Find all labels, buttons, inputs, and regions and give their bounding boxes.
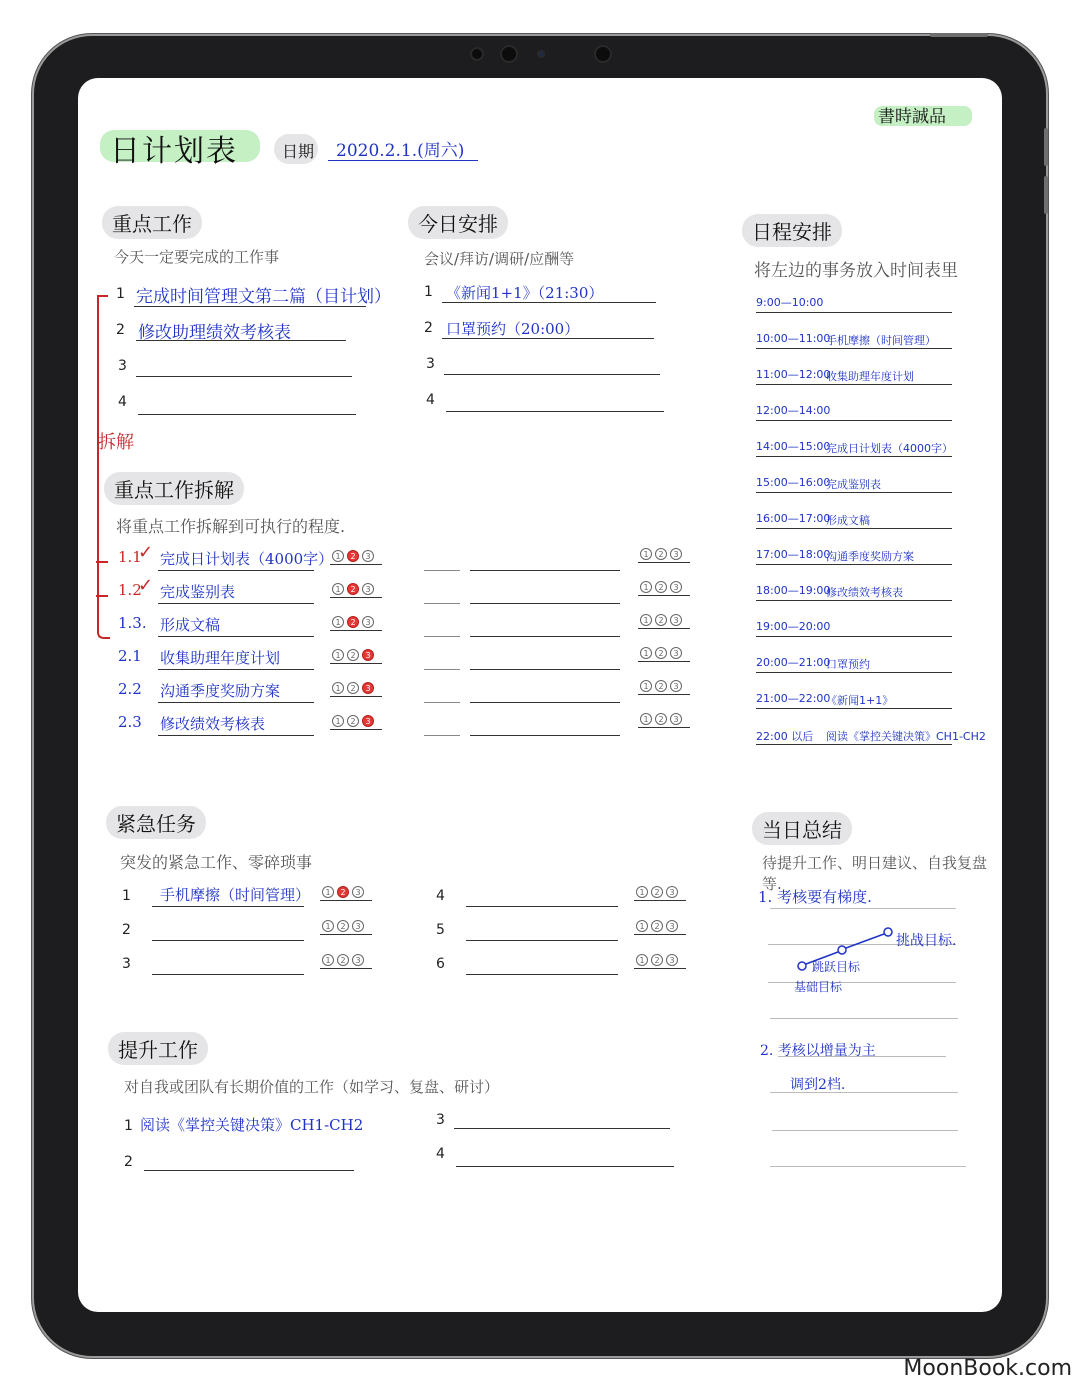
schedule-task[interactable]: 完成日计划表（4000字） xyxy=(826,442,953,455)
priority-2-icon[interactable]: 2 xyxy=(651,920,663,932)
breakdown-number: 2.3 xyxy=(118,713,142,731)
breakdown-line[interactable] xyxy=(424,669,460,670)
list-line[interactable] xyxy=(144,1170,354,1171)
list-number: 2 xyxy=(124,1154,133,1170)
list-item-text[interactable]: 完成时间管理文第二篇（目计划） xyxy=(136,287,391,307)
breakdown-text[interactable]: 沟通季度奖励方案 xyxy=(160,682,281,700)
priority-1-icon[interactable]: 1 xyxy=(636,954,648,966)
priority-2-icon[interactable]: 2 xyxy=(337,886,349,898)
schedule-line xyxy=(756,528,952,529)
priority-line xyxy=(638,727,690,728)
priority-selector[interactable] xyxy=(636,954,678,966)
list-item-text[interactable]: 《新闻1+1》（21:30） xyxy=(446,284,604,302)
priority-2-icon[interactable]: 2 xyxy=(347,583,359,595)
schedule-time: 18:00—19:00 xyxy=(756,584,831,597)
schedule-time: 22:00 以后 xyxy=(756,730,814,743)
list-number: 5 xyxy=(436,922,445,938)
breakdown-line xyxy=(158,570,314,571)
priority-selector[interactable] xyxy=(640,680,682,692)
breakdown-text[interactable]: 修改绩效考核表 xyxy=(160,715,266,733)
sensor-icon xyxy=(537,50,545,58)
priority-1-icon[interactable]: 1 xyxy=(332,616,344,628)
priority-3-icon[interactable]: 3 xyxy=(362,583,374,595)
schedule-task[interactable]: 形成文稿 xyxy=(826,514,870,527)
priority-selector[interactable] xyxy=(640,581,682,593)
priority-selector[interactable] xyxy=(332,715,374,727)
list-number: 2 xyxy=(122,922,131,938)
priority-3-icon[interactable]: 3 xyxy=(670,548,682,560)
breakdown-line[interactable] xyxy=(424,735,460,736)
summary-line xyxy=(770,908,956,909)
camera-icon xyxy=(594,45,612,63)
list-line xyxy=(466,974,618,975)
priority-1-icon[interactable]: 1 xyxy=(640,548,652,560)
schedule-line xyxy=(756,420,952,421)
priority-line xyxy=(638,562,690,563)
priority-1-icon[interactable]: 1 xyxy=(332,682,344,694)
schedule-time: 15:00—16:00 xyxy=(756,476,831,489)
schedule-task[interactable]: 口罩预约 xyxy=(826,658,870,671)
list-line xyxy=(466,940,618,941)
list-line[interactable] xyxy=(456,1166,674,1167)
priority-line xyxy=(320,934,372,935)
list-line[interactable] xyxy=(136,376,352,377)
list-line[interactable] xyxy=(444,374,660,375)
camera-icon xyxy=(500,45,518,63)
priority-3-icon[interactable]: 3 xyxy=(352,920,364,932)
priority-line xyxy=(638,694,690,695)
schedule-line xyxy=(756,672,952,673)
priority-selector[interactable] xyxy=(322,920,364,932)
schedule-time: 10:00—11:00 xyxy=(756,332,831,345)
priority-selector[interactable] xyxy=(640,713,682,725)
summary-line xyxy=(770,1092,958,1093)
schedule-line xyxy=(756,384,952,385)
priority-line xyxy=(638,595,690,596)
priority-1-icon[interactable]: 1 xyxy=(322,886,334,898)
list-line xyxy=(152,940,304,941)
breakdown-text[interactable]: 完成日计划表（4000字） xyxy=(160,550,334,568)
side-button xyxy=(1044,176,1048,214)
breakdown-line[interactable] xyxy=(470,636,620,637)
breakdown-number: 1.3. xyxy=(118,614,147,632)
priority-2-icon[interactable]: 2 xyxy=(347,550,359,562)
breakdown-line[interactable] xyxy=(470,603,620,604)
priority-3-icon[interactable]: 3 xyxy=(352,954,364,966)
schedule-time: 16:00—17:00 xyxy=(756,512,831,525)
summary-point-1[interactable]: 1. 考核要有梯度. xyxy=(758,888,872,906)
schedule-line xyxy=(756,708,952,709)
priority-1-icon[interactable]: 1 xyxy=(322,920,334,932)
breakdown-number: 1.1 xyxy=(118,548,142,566)
priority-selector[interactable] xyxy=(640,548,682,560)
urgent-subtitle: 突发的紧急工作、零碎琐事 xyxy=(120,853,313,872)
improve-subtitle: 对自我或团队有长期价值的工作（如学习、复盘、研讨） xyxy=(124,1078,500,1096)
priority-3-icon[interactable]: 3 xyxy=(362,616,374,628)
breakdown-list xyxy=(78,542,698,748)
breakdown-text[interactable]: 完成鉴别表 xyxy=(160,583,236,601)
priority-selector[interactable] xyxy=(322,954,364,966)
list-line[interactable] xyxy=(138,414,356,415)
breakdown-line[interactable] xyxy=(470,702,620,703)
schedule-subtitle: 将左边的事务放入时间表里 xyxy=(754,261,958,281)
schedule-task[interactable]: 收集助理年度计划 xyxy=(826,370,914,383)
schedule-time: 20:00—21:00 xyxy=(756,656,831,669)
list-line xyxy=(134,306,366,307)
improve-heading: 提升工作 xyxy=(108,1032,208,1065)
priority-3-icon[interactable]: 3 xyxy=(670,713,682,725)
schedule-line xyxy=(756,312,952,313)
breakdown-line xyxy=(158,603,314,604)
breakdown-line[interactable] xyxy=(424,603,460,604)
important-work-heading: 重点工作 xyxy=(102,206,202,239)
breakdown-line xyxy=(158,636,314,637)
breakdown-heading: 重点工作拆解 xyxy=(104,472,244,505)
priority-1-icon[interactable]: 1 xyxy=(640,713,652,725)
priority-2-icon[interactable]: 2 xyxy=(347,715,359,727)
breakdown-mark: 拆解 xyxy=(98,432,134,453)
summary-line xyxy=(770,1166,966,1167)
list-number: 3 xyxy=(426,356,435,372)
list-item-text[interactable]: 手机摩擦（时间管理） xyxy=(160,886,311,904)
priority-2-icon[interactable]: 2 xyxy=(655,581,667,593)
priority-3-icon[interactable]: 3 xyxy=(362,715,374,727)
priority-3-icon[interactable]: 3 xyxy=(666,886,678,898)
priority-3-icon[interactable]: 3 xyxy=(352,886,364,898)
summary-line xyxy=(772,1130,958,1131)
schedule-time: 14:00—15:00 xyxy=(756,440,831,453)
list-line xyxy=(152,974,304,975)
breakdown-number: 2.1 xyxy=(118,647,142,665)
priority-line xyxy=(330,696,382,697)
schedule-line xyxy=(756,492,952,493)
priority-selector[interactable] xyxy=(332,682,374,694)
breakdown-line xyxy=(158,669,314,670)
schedule-time: 17:00—18:00 xyxy=(756,548,831,561)
priority-3-icon[interactable]: 3 xyxy=(362,550,374,562)
priority-selector[interactable] xyxy=(636,920,678,932)
urgent-list xyxy=(78,882,698,992)
breakdown-line[interactable] xyxy=(424,702,460,703)
list-line xyxy=(442,338,654,339)
priority-2-icon[interactable]: 2 xyxy=(347,616,359,628)
summary-subtitle: 待提升工作、明日建议、自我复盘等. xyxy=(762,854,988,893)
schedule-time: 19:00—20:00 xyxy=(756,620,831,633)
summary-line xyxy=(770,1018,958,1019)
date-underline xyxy=(328,160,478,161)
date-value[interactable]: 2020.2.1.(周六) xyxy=(336,141,465,161)
schedule-line xyxy=(756,564,952,565)
schedule-time: 9:00—10:00 xyxy=(756,296,824,309)
priority-2-icon[interactable]: 2 xyxy=(655,647,667,659)
priority-line xyxy=(638,661,690,662)
schedule-task[interactable]: 完成鉴别表 xyxy=(826,478,881,491)
priority-line xyxy=(320,900,372,901)
urgent-heading: 紧急任务 xyxy=(106,806,206,839)
priority-1-icon[interactable]: 1 xyxy=(332,649,344,661)
priority-3-icon[interactable]: 3 xyxy=(362,649,374,661)
breakdown-text[interactable]: 形成文稿 xyxy=(160,616,221,634)
priority-2-icon[interactable]: 2 xyxy=(347,682,359,694)
list-number: 6 xyxy=(436,956,445,972)
priority-3-icon[interactable]: 3 xyxy=(362,682,374,694)
priority-line xyxy=(330,564,382,565)
priority-1-icon[interactable]: 1 xyxy=(332,583,344,595)
list-line xyxy=(136,340,346,341)
priority-2-icon[interactable]: 2 xyxy=(347,649,359,661)
summary-point-2[interactable]: 2. 考核以增量为主 xyxy=(760,1043,876,1059)
label-breakthrough: 跳跃目标 xyxy=(812,960,861,974)
list-item-text[interactable]: 阅读《掌控关键决策》CH1-CH2 xyxy=(140,1116,364,1134)
summary-heading: 当日总结 xyxy=(752,812,852,845)
priority-2-icon[interactable]: 2 xyxy=(655,680,667,692)
priority-1-icon[interactable]: 1 xyxy=(640,581,652,593)
priority-1-icon[interactable]: 1 xyxy=(332,715,344,727)
priority-selector[interactable] xyxy=(636,886,678,898)
priority-selector[interactable] xyxy=(332,550,374,562)
list-item-text[interactable]: 口罩预约（20:00） xyxy=(446,320,580,338)
breakdown-number: 2.2 xyxy=(118,680,142,698)
schedule-heading: 日程安排 xyxy=(742,214,842,247)
priority-2-icon[interactable]: 2 xyxy=(337,920,349,932)
schedule-task[interactable]: 《新闻1+1》 xyxy=(826,694,894,707)
list-number: 4 xyxy=(426,392,435,408)
list-item-text[interactable]: 修改助理绩效考核表 xyxy=(138,323,291,343)
priority-1-icon[interactable]: 1 xyxy=(332,550,344,562)
priority-3-icon[interactable]: 3 xyxy=(666,920,678,932)
list-line[interactable] xyxy=(454,1128,670,1129)
today-arrangement-subtitle: 会议/拜访/调研/应酬等 xyxy=(424,250,575,268)
camera-icon xyxy=(470,47,484,61)
priority-1-icon[interactable]: 1 xyxy=(322,954,334,966)
schedule-task[interactable]: 手机摩擦（时间管理） xyxy=(826,334,936,347)
planner-page[interactable] xyxy=(78,78,1002,1312)
schedule-time: 11:00—12:00 xyxy=(756,368,831,381)
priority-line xyxy=(330,729,382,730)
list-number: 1 xyxy=(116,286,125,302)
schedule-line xyxy=(756,348,952,349)
priority-2-icon[interactable]: 2 xyxy=(655,713,667,725)
priority-line xyxy=(320,968,372,969)
priority-3-icon[interactable]: 3 xyxy=(670,614,682,626)
priority-line xyxy=(634,934,686,935)
breakdown-subtitle: 将重点工作拆解到可执行的程度. xyxy=(116,517,346,536)
priority-selector[interactable] xyxy=(640,647,682,659)
priority-2-icon[interactable]: 2 xyxy=(655,614,667,626)
list-number: 2 xyxy=(424,320,433,336)
schedule-time: 12:00—14:00 xyxy=(756,404,831,417)
summary-line xyxy=(778,1056,946,1057)
priority-line xyxy=(330,597,382,598)
list-line xyxy=(152,906,304,907)
breakdown-line xyxy=(158,735,314,736)
check-icon: ✓ xyxy=(138,575,154,596)
breakdown-line[interactable] xyxy=(424,570,460,571)
breakdown-line xyxy=(158,702,314,703)
important-work-subtitle: 今天一定要完成的工作事 xyxy=(114,248,280,266)
breakdown-number: 1.2 xyxy=(118,581,142,599)
schedule-line xyxy=(756,600,952,601)
side-button xyxy=(1044,128,1048,166)
priority-line xyxy=(330,630,382,631)
list-number: 3 xyxy=(118,358,127,374)
schedule-line xyxy=(756,636,952,637)
breakdown-line[interactable] xyxy=(470,570,620,571)
top-button xyxy=(930,33,988,37)
schedule-line xyxy=(756,456,952,457)
schedule-task[interactable]: 修改绩效考核表 xyxy=(826,586,903,599)
list-number: 1 xyxy=(124,1118,133,1134)
list-number: 4 xyxy=(118,394,127,410)
check-icon: ✓ xyxy=(138,542,154,563)
priority-2-icon[interactable]: 2 xyxy=(651,954,663,966)
list-line[interactable] xyxy=(446,411,664,412)
priority-1-icon[interactable]: 1 xyxy=(640,680,652,692)
priority-2-icon[interactable]: 2 xyxy=(337,954,349,966)
list-number: 1 xyxy=(122,888,131,904)
list-number: 1 xyxy=(424,284,433,300)
schedule-task[interactable]: 阅读《掌控关键决策》CH1-CH2 xyxy=(826,730,986,743)
breakdown-line[interactable] xyxy=(470,735,620,736)
priority-line xyxy=(634,900,686,901)
priority-1-icon[interactable]: 1 xyxy=(636,886,648,898)
priority-1-icon[interactable]: 1 xyxy=(640,647,652,659)
priority-3-icon[interactable]: 3 xyxy=(666,954,678,966)
priority-3-icon[interactable]: 3 xyxy=(670,680,682,692)
list-number: 2 xyxy=(116,322,125,338)
list-line xyxy=(442,302,656,303)
priority-1-icon[interactable]: 1 xyxy=(640,614,652,626)
list-number: 4 xyxy=(436,1146,445,1162)
breakdown-text[interactable]: 收集助理年度计划 xyxy=(160,649,281,667)
schedule-task[interactable]: 沟通季度奖励方案 xyxy=(826,550,914,563)
priority-1-icon[interactable]: 1 xyxy=(636,920,648,932)
schedule-line xyxy=(756,744,952,745)
label-challenge: 挑战目标. xyxy=(896,933,957,949)
summary-point-2b[interactable]: 调到2档. xyxy=(790,1077,846,1093)
priority-selector[interactable] xyxy=(322,886,364,898)
priority-line xyxy=(634,968,686,969)
breakdown-line[interactable] xyxy=(470,669,620,670)
today-arrangement-heading: 今日安排 xyxy=(408,206,508,239)
breakdown-line[interactable] xyxy=(424,636,460,637)
list-line xyxy=(466,906,618,907)
priority-2-icon[interactable]: 2 xyxy=(651,886,663,898)
list-number: 4 xyxy=(436,888,445,904)
list-number: 3 xyxy=(122,956,131,972)
priority-selector[interactable] xyxy=(332,583,374,595)
date-label: 日期 xyxy=(282,142,315,161)
priority-3-icon[interactable]: 3 xyxy=(670,581,682,593)
page-title: 日计划表 xyxy=(110,134,238,169)
priority-selector[interactable] xyxy=(332,616,374,628)
priority-line xyxy=(638,628,690,629)
list-number: 3 xyxy=(436,1112,445,1128)
priority-selector[interactable] xyxy=(332,649,374,661)
priority-2-icon[interactable]: 2 xyxy=(655,548,667,560)
priority-line xyxy=(330,663,382,664)
brand-logo: 書時誠品 xyxy=(878,107,946,127)
priority-selector[interactable] xyxy=(640,614,682,626)
schedule-time: 21:00—22:00 xyxy=(756,692,831,705)
priority-3-icon[interactable]: 3 xyxy=(670,647,682,659)
schedule-list xyxy=(756,296,986,766)
label-basic: 基础目标 xyxy=(794,980,843,994)
watermark: MoonBook.com xyxy=(903,1356,1072,1381)
